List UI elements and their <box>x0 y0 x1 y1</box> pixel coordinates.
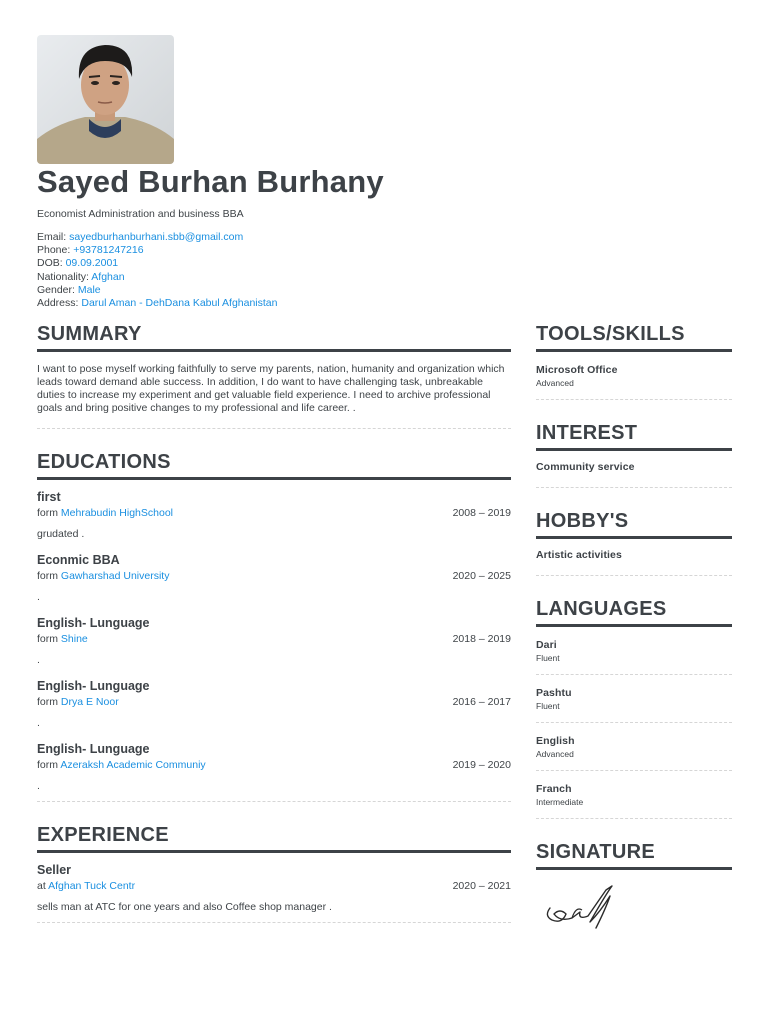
education-description: . <box>37 717 40 729</box>
education-title: first <box>37 490 61 504</box>
divider <box>536 487 732 488</box>
divider <box>536 818 732 819</box>
language-level: Advanced <box>536 749 574 759</box>
language-level: Fluent <box>536 653 560 663</box>
contact-address <box>37 297 277 310</box>
section-title: EXPERIENCE <box>37 824 169 846</box>
address-link[interactable]: Darul Aman - DehDana Kabul Afghanistan <box>81 297 278 310</box>
experience-company[interactable]: Afghan Tuck Centr <box>48 880 136 892</box>
section-rule <box>536 536 732 539</box>
phone-link[interactable]: +93781247216 <box>73 244 144 257</box>
language-name: Franch <box>536 783 572 795</box>
contact-label: Address: <box>37 297 79 310</box>
education-item <box>37 679 511 729</box>
hobby-item <box>536 549 732 561</box>
hobby-name: Artistic activities <box>536 549 622 561</box>
education-institution[interactable]: Mehrabudin HighSchool <box>60 507 173 519</box>
side-column <box>536 321 732 960</box>
education-meta <box>37 633 511 645</box>
education-title: English- Lunguage <box>37 679 150 693</box>
education-prefix: form <box>37 696 58 708</box>
education-prefix: form <box>37 759 58 771</box>
language-item <box>536 735 732 759</box>
signature-section <box>536 839 732 960</box>
section-title: LANGUAGES <box>536 598 667 620</box>
education-meta <box>37 507 511 519</box>
email-link[interactable]: sayedburhanburhani.sbb@gmail.com <box>69 231 244 243</box>
language-level: Intermediate <box>536 797 584 807</box>
education-meta <box>37 696 511 708</box>
education-institution[interactable]: Drya E Noor <box>60 696 119 708</box>
education-prefix: form <box>37 507 58 519</box>
nationality-value: Afghan <box>91 270 125 283</box>
interest-item <box>536 461 732 473</box>
experience-meta <box>37 880 511 892</box>
experience-prefix: at <box>37 880 46 892</box>
section-rule <box>536 867 732 870</box>
education-description: . <box>37 654 40 666</box>
skill-level: Advanced <box>536 378 574 388</box>
contact-label: Nationality: <box>37 270 89 283</box>
section-rule <box>536 349 732 352</box>
section-title: EDUCATIONS <box>37 451 171 473</box>
education-item <box>37 742 511 792</box>
candidate-name: Sayed Burhan Burhany <box>37 164 384 199</box>
education-description: . <box>37 591 40 603</box>
dob-value: 09.09.2001 <box>65 257 119 270</box>
interest-section <box>536 420 732 488</box>
summary-text: I want to pose myself working faithfully to serve my parents, nation, humanity and organization which leads toward demand able success. In addition, I do want to have challenging task, unbreakable duties to increase my experiment and get valuable field experience. I need to archive professional goals and bring positive changes to my professional and life career. . <box>37 363 505 414</box>
divider <box>536 575 732 576</box>
contact-nationality <box>37 271 277 284</box>
education-institution[interactable]: Shine <box>60 633 88 645</box>
education-title: Econmic BBA <box>37 553 120 567</box>
profile-photo <box>37 35 174 164</box>
gender-value: Male <box>77 283 101 296</box>
experience-section <box>37 822 511 923</box>
experience-dates: 2020 – 2021 <box>452 880 511 892</box>
education-institution[interactable]: Azeraksh Academic Communiy <box>60 759 206 771</box>
section-title: SUMMARY <box>37 323 142 345</box>
education-institution[interactable]: Gawharshad University <box>60 570 170 582</box>
section-rule <box>536 624 732 627</box>
contact-info <box>37 231 277 310</box>
section-title: TOOLS/SKILLS <box>536 323 685 345</box>
contact-dob <box>37 257 277 270</box>
experience-item <box>37 863 511 913</box>
contact-label: DOB: <box>37 257 63 270</box>
divider <box>536 674 732 675</box>
section-rule <box>536 448 732 451</box>
divider <box>37 801 511 802</box>
language-name: English <box>536 735 575 747</box>
contact-label: Gender: <box>37 283 75 296</box>
section-rule <box>37 477 511 480</box>
education-meta <box>37 759 511 771</box>
experience-description: sells man at ATC for one years and also Coffee shop manager . <box>37 901 332 913</box>
contact-label: Email: <box>37 231 67 243</box>
divider <box>536 399 732 400</box>
section-title: INTEREST <box>536 422 638 444</box>
education-dates: 2020 – 2025 <box>452 570 511 582</box>
education-dates: 2018 – 2019 <box>452 633 511 645</box>
language-item <box>536 783 732 807</box>
education-meta <box>37 570 511 582</box>
section-title: HOBBY'S <box>536 510 629 532</box>
candidate-headline: Economist Administration and business BBA <box>37 208 244 220</box>
education-dates: 2016 – 2017 <box>452 696 511 708</box>
divider <box>37 922 511 923</box>
section-title: SIGNATURE <box>536 841 655 863</box>
education-dates: 2008 – 2019 <box>452 507 511 519</box>
education-title: English- Lunguage <box>37 616 150 630</box>
languages-section <box>536 596 732 819</box>
language-item <box>536 687 732 711</box>
education-dates: 2019 – 2020 <box>452 759 511 771</box>
section-rule <box>37 349 511 352</box>
contact-gender <box>37 284 277 297</box>
education-prefix: form <box>37 633 58 645</box>
education-title: English- Lunguage <box>37 742 150 756</box>
education-description: . <box>37 780 40 792</box>
education-item <box>37 553 511 603</box>
education-description: grudated . <box>37 528 85 540</box>
contact-phone <box>37 244 277 257</box>
divider <box>37 428 511 429</box>
educations-section <box>37 449 511 802</box>
skill-name: Microsoft Office <box>536 364 618 376</box>
hobbies-section <box>536 508 732 576</box>
experience-title: Seller <box>37 863 72 877</box>
interest-name: Community service <box>536 461 635 473</box>
section-rule <box>37 850 511 853</box>
divider <box>536 722 732 723</box>
main-column <box>37 321 511 923</box>
contact-label: Phone: <box>37 244 71 257</box>
contact-email <box>37 231 277 244</box>
language-name: Pashtu <box>536 687 572 699</box>
education-prefix: form <box>37 570 58 582</box>
skill-item <box>536 364 732 388</box>
summary-section <box>37 321 511 429</box>
education-item <box>37 490 511 540</box>
handwritten-signature <box>536 878 622 960</box>
language-item <box>536 639 732 663</box>
language-level: Fluent <box>536 701 560 711</box>
divider <box>536 770 732 771</box>
tools-section <box>536 321 732 400</box>
education-item <box>37 616 511 666</box>
language-name: Dari <box>536 639 557 651</box>
